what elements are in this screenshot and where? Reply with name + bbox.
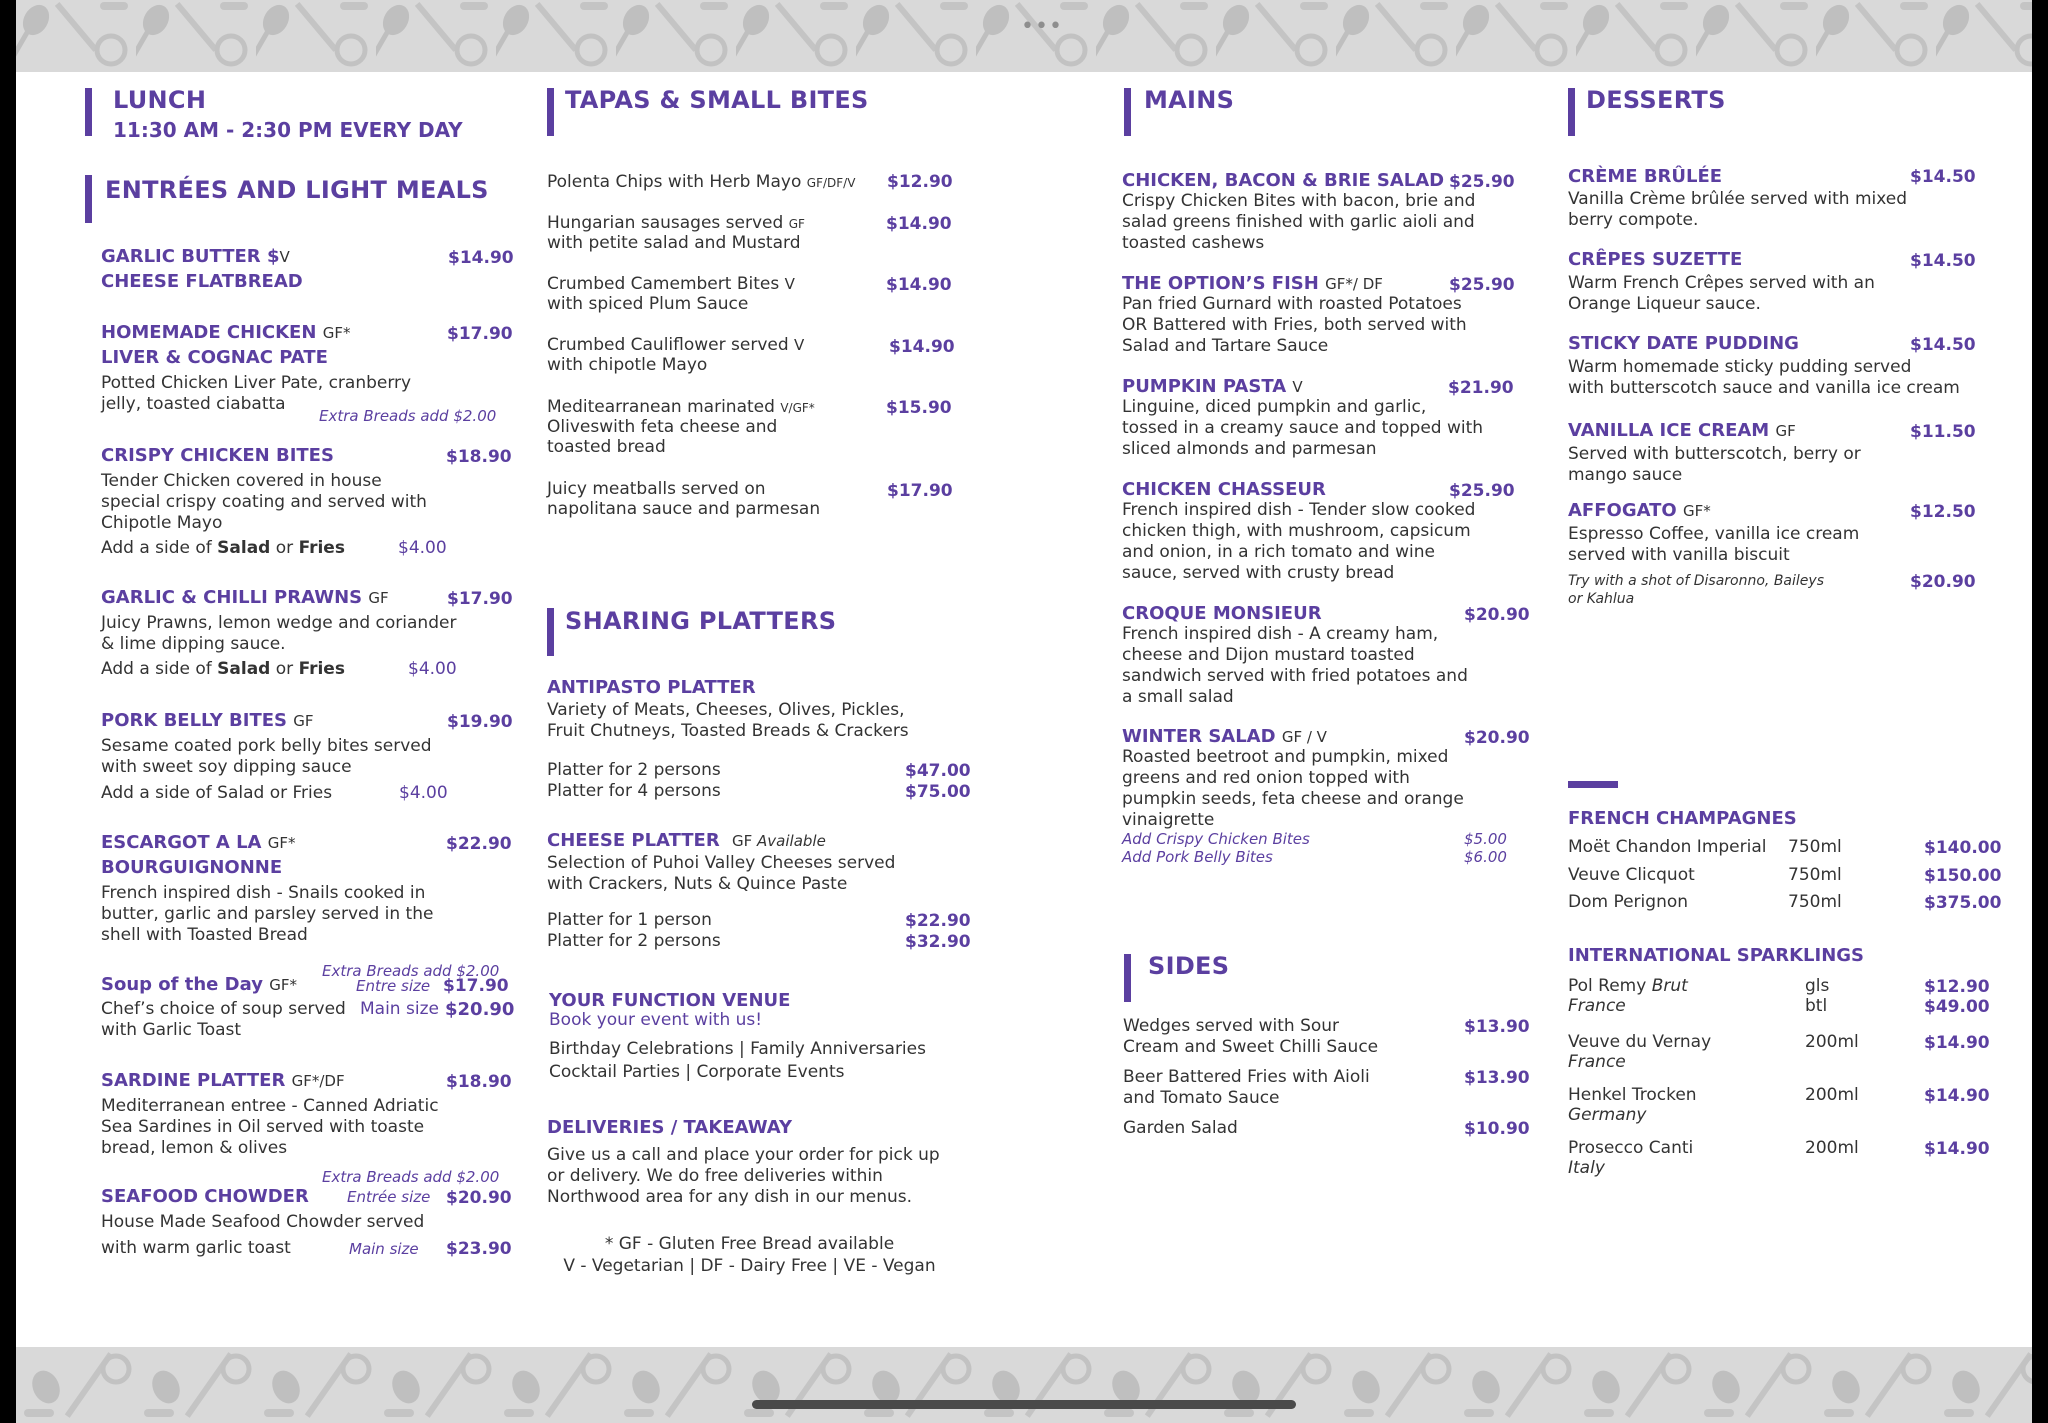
menu-item-name: SARDINE PLATTER GF*/DF xyxy=(101,1070,345,1091)
platter-price: $32.90 xyxy=(905,932,971,952)
menu-item-name: CHICKEN, BACON & BRIE SALAD xyxy=(1122,170,1445,191)
menu-item-desc: French inspired dish - A creamy ham, xyxy=(1122,624,1439,644)
size-label: Main size xyxy=(360,999,439,1019)
tapas-price: $17.90 xyxy=(887,481,953,501)
menu-item-desc: Potted Chicken Liver Pate, cranberry xyxy=(101,373,412,393)
function-title: YOUR FUNCTION VENUE xyxy=(549,990,791,1011)
platter-desc: Fruit Chutneys, Toasted Breads & Crackers xyxy=(547,721,909,741)
add-on-option: Add Pork Belly Bites xyxy=(1122,848,1273,866)
menu-item-price: $20.90 xyxy=(1464,605,1530,625)
tapas-item: Crumbed Camembert Bites V xyxy=(547,274,795,294)
menu-item-price: $25.90 xyxy=(1449,275,1515,295)
menu-item-desc: Roasted beetroot and pumpkin, mixed xyxy=(1122,747,1449,767)
drink-price: $12.90 xyxy=(1924,977,1990,997)
section-bar xyxy=(85,175,92,223)
dessert-name: STICKY DATE PUDDING xyxy=(1568,333,1799,354)
dessert-price: $14.50 xyxy=(1910,251,1976,271)
tapas-item: Oliveswith feta cheese and xyxy=(547,417,778,437)
menu-item-price: $25.90 xyxy=(1449,172,1515,192)
section-bar xyxy=(1124,954,1131,1002)
delivery-line: Northwood area for any dish in our menus. xyxy=(547,1187,913,1207)
tapas-item: napolitana sauce and parmesan xyxy=(547,499,821,519)
tapas-item: with petite salad and Mustard xyxy=(547,233,801,253)
mains-title: MAINS xyxy=(1144,86,1235,114)
side-item: and Tomato Sauce xyxy=(1123,1088,1280,1108)
menu-item-price: $17.90 xyxy=(447,324,513,344)
menu-item-price: $17.90 xyxy=(443,976,509,996)
function-line: Birthday Celebrations | Family Anniversaries xyxy=(549,1039,926,1059)
menu-item-desc: a small salad xyxy=(1122,687,1234,707)
home-indicator[interactable] xyxy=(752,1400,1296,1409)
menu-item-desc: sliced almonds and parmesan xyxy=(1122,439,1377,459)
extra-breads-note: Extra Breads add $2.00 xyxy=(319,407,497,425)
menu-item-desc: Linguine, diced pumpkin and garlic, xyxy=(1122,397,1427,417)
menu-item-desc: with sweet soy dipping sauce xyxy=(101,757,352,777)
menu-item-desc: bread, lemon & olives xyxy=(101,1138,288,1158)
section-bar xyxy=(547,88,554,136)
drink-price: $375.00 xyxy=(1924,893,2002,913)
dessert-desc: Warm homemade sticky pudding served xyxy=(1568,357,1912,377)
menu-item-desc: Sea Sardines in Oil served with toaste xyxy=(101,1117,425,1137)
menu-item-name: LIVER & COGNAC PATE xyxy=(101,347,328,368)
sharing-title: SHARING PLATTERS xyxy=(565,607,837,635)
lunch-hours: 11:30 AM - 2:30 PM EVERY DAY xyxy=(113,118,463,142)
menu-item-price: $17.90 xyxy=(447,589,513,609)
function-line: Cocktail Parties | Corporate Events xyxy=(549,1062,845,1082)
desserts-title: DESSERTS xyxy=(1586,86,1726,114)
menu-item-name: CRISPY CHICKEN BITES xyxy=(101,445,334,466)
drink-price: $14.90 xyxy=(1924,1033,1990,1053)
platter-price: $47.00 xyxy=(905,761,971,781)
side-price: $4.00 xyxy=(399,783,448,803)
menu-item-price: $18.90 xyxy=(446,447,512,467)
sparklings-title: INTERNATIONAL SPARKLINGS xyxy=(1568,945,1865,966)
size-label: Entre size xyxy=(356,977,431,995)
drink-size: btl xyxy=(1805,996,1828,1016)
add-on-price: $5.00 xyxy=(1464,830,1507,848)
menu-item-desc: French inspired dish - Snails cooked in xyxy=(101,883,426,903)
function-link[interactable]: Book your event with us! xyxy=(549,1010,763,1030)
dessert-name: CRÈME BRÛLÉE xyxy=(1568,166,1723,187)
menu-item-name: CHEESE FLATBREAD xyxy=(101,271,303,292)
tapas-item: with chipotle Mayo xyxy=(547,355,708,375)
platter-option: Platter for 1 person xyxy=(547,910,712,930)
extra-breads-note: Extra Breads add $2.00 xyxy=(322,1168,500,1186)
kitchen-utensils-pattern-bottom xyxy=(16,1347,2032,1423)
menu-item-desc: Salad and Tartare Sauce xyxy=(1122,336,1329,356)
drink-origin: France xyxy=(1568,996,1626,1016)
drink-origin: France xyxy=(1568,1052,1626,1072)
menu-item-name: GARLIC BUTTER $V xyxy=(101,246,290,267)
dessert-desc: Warm French Crêpes served with an xyxy=(1568,273,1875,293)
menu-item-price: $20.90 xyxy=(446,1188,512,1208)
side-price: $13.90 xyxy=(1464,1068,1530,1088)
menu-item-desc: shell with Toasted Bread xyxy=(101,925,308,945)
dessert-desc: Served with butterscotch, berry or xyxy=(1568,444,1861,464)
menu-item-price: $22.90 xyxy=(446,834,512,854)
side-item: Garden Salad xyxy=(1123,1118,1238,1138)
menu-item-desc: Sesame coated pork belly bites served xyxy=(101,736,432,756)
drink-name: Prosecco Canti xyxy=(1568,1138,1694,1158)
menu-item-desc: Mediterranean entree - Canned Adriatic xyxy=(101,1096,439,1116)
menu-item-price: $19.90 xyxy=(447,712,513,732)
tapas-item: Crumbed Cauliflower served V xyxy=(547,335,805,355)
delivery-line: Give us a call and place your order for pick up xyxy=(547,1145,940,1165)
menu-item-desc: Chef’s choice of soup served xyxy=(101,999,346,1019)
drink-name: Veuve Clicquot xyxy=(1568,865,1695,885)
menu-item-name: CROQUE MONSIEUR xyxy=(1122,603,1322,624)
menu-item-desc: with Garlic Toast xyxy=(101,1020,242,1040)
dessert-desc: Orange Liqueur sauce. xyxy=(1568,294,1761,314)
menu-item-name: BOURGUIGNONNE xyxy=(101,857,283,878)
dessert-desc: with butterscotch sauce and vanilla ice cream xyxy=(1568,378,1960,398)
menu-item-desc: sauce, served with crusty bread xyxy=(1122,563,1395,583)
tapas-item: Polenta Chips with Herb Mayo GF/DF/V xyxy=(547,172,856,192)
menu-item-desc: greens and red onion topped with xyxy=(1122,768,1410,788)
tapas-item: toasted bread xyxy=(547,437,666,457)
menu-item-name: Soup of the Day GF* xyxy=(101,974,297,995)
drink-name: Dom Perignon xyxy=(1568,892,1689,912)
delivery-line: or delivery. We do free deliveries within xyxy=(547,1166,883,1186)
platter-name: CHEESE PLATTER GF Available xyxy=(547,830,826,851)
platter-price: $75.00 xyxy=(905,782,971,802)
side-price: $4.00 xyxy=(398,538,447,558)
platter-desc: with Crackers, Nuts & Quince Paste xyxy=(547,874,848,894)
side-price: $10.90 xyxy=(1464,1119,1530,1139)
side-option: Add a side of Salad or Fries xyxy=(101,659,345,679)
size-label: Main size xyxy=(349,1240,419,1258)
platter-price: $22.90 xyxy=(905,911,971,931)
drink-size: 200ml xyxy=(1805,1085,1859,1105)
tapas-item: Meditearranean marinated V/GF* xyxy=(547,397,815,417)
menu-item-desc: chicken thigh, with mushroom, capsicum xyxy=(1122,521,1471,541)
side-item: Beer Battered Fries with Aioli xyxy=(1123,1067,1370,1087)
menu-item-name: GARLIC & CHILLI PRAWNS GF xyxy=(101,587,389,608)
menu-page xyxy=(16,0,2032,1423)
menu-item-price: $21.90 xyxy=(1448,378,1514,398)
section-bar xyxy=(1124,88,1131,136)
menu-item-name: ESCARGOT A LA GF* xyxy=(101,832,296,853)
tapas-item: Juicy meatballs served on xyxy=(547,479,766,499)
section-divider xyxy=(1568,781,1618,788)
delivery-title: DELIVERIES / TAKEAWAY xyxy=(547,1117,793,1138)
menu-item-name: WINTER SALAD GF / V xyxy=(1122,726,1327,747)
menu-item-price: $20.90 xyxy=(445,999,515,1020)
kitchen-utensils-pattern xyxy=(16,1347,2032,1423)
side-option: Add a side of Salad or Fries xyxy=(101,783,333,803)
drink-name: Moët Chandon Imperial xyxy=(1568,837,1767,857)
platter-option: Platter for 2 persons xyxy=(547,760,721,780)
drink-name: Veuve du Vernay xyxy=(1568,1032,1712,1052)
dessert-name: CRÊPES SUZETTE xyxy=(1568,249,1743,270)
menu-item-desc: with warm garlic toast xyxy=(101,1238,291,1258)
dessert-price: $12.50 xyxy=(1910,502,1976,522)
more-dots-icon[interactable]: ••• xyxy=(1021,14,1063,39)
platter-desc: Variety of Meats, Cheeses, Olives, Pickles, xyxy=(547,700,905,720)
menu-item-desc: Juicy Prawns, lemon wedge and coriander xyxy=(101,613,457,633)
tapas-item: Hungarian sausages served GF xyxy=(547,213,805,233)
menu-item-desc: House Made Seafood Chowder served xyxy=(101,1212,425,1232)
tapas-price: $12.90 xyxy=(887,172,953,192)
menu-item-desc: Pan fried Gurnard with roasted Potatoes xyxy=(1122,294,1462,314)
side-item: Cream and Sweet Chilli Sauce xyxy=(1123,1037,1379,1057)
drink-size: 750ml xyxy=(1788,837,1842,857)
lunch-title: LUNCH xyxy=(113,86,207,114)
platter-desc: Selection of Puhoi Valley Cheeses served xyxy=(547,853,896,873)
menu-item-name: CHICKEN CHASSEUR xyxy=(1122,479,1326,500)
try-with-note: Try with a shot of Disaronno, Baileys xyxy=(1568,573,1824,589)
side-price: $13.90 xyxy=(1464,1017,1530,1037)
side-item: Wedges served with Sour xyxy=(1123,1016,1340,1036)
menu-item-price: $23.90 xyxy=(446,1239,512,1259)
dessert-desc: mango sauce xyxy=(1568,465,1683,485)
drink-size: gls xyxy=(1805,976,1830,996)
dessert-name: AFFOGATO GF* xyxy=(1568,500,1711,521)
drink-size: 750ml xyxy=(1788,892,1842,912)
entrees-title: ENTRÉES AND LIGHT MEALS xyxy=(105,176,489,204)
tapas-price: $14.90 xyxy=(889,337,955,357)
menu-item-name: PUMPKIN PASTA V xyxy=(1122,376,1303,397)
menu-item-price: $25.90 xyxy=(1449,481,1515,501)
menu-item-desc: pumpkin seeds, feta cheese and orange xyxy=(1122,789,1464,809)
drink-price: $14.90 xyxy=(1924,1139,1990,1159)
section-bar xyxy=(1568,88,1575,136)
drink-size: 750ml xyxy=(1788,865,1842,885)
menu-item-desc: sandwich served with fried potatoes and xyxy=(1122,666,1468,686)
menu-item-desc: cheese and Dijon mustard toasted xyxy=(1122,645,1415,665)
menu-item-desc: OR Battered with Fries, both served with xyxy=(1122,315,1467,335)
menu-item-desc: and onion, in a rich tomato and wine xyxy=(1122,542,1435,562)
menu-item-desc: jelly, toasted ciabatta xyxy=(101,394,286,414)
platter-option: Platter for 2 persons xyxy=(547,931,721,951)
platter-name: ANTIPASTO PLATTER xyxy=(547,677,756,698)
dessert-price: $14.50 xyxy=(1910,167,1976,187)
menu-item-desc: Crispy Chicken Bites with bacon, brie and xyxy=(1122,191,1476,211)
menu-item-desc: tossed in a creamy sauce and topped with xyxy=(1122,418,1484,438)
menu-item-name: PORK BELLY BITES GF xyxy=(101,710,314,731)
size-label: Entrée size xyxy=(347,1188,431,1206)
dessert-desc: berry compote. xyxy=(1568,210,1699,230)
drink-origin: Italy xyxy=(1568,1158,1605,1178)
dessert-name: VANILLA ICE CREAM GF xyxy=(1568,420,1796,441)
menu-item-desc: special crispy coating and served with xyxy=(101,492,427,512)
side-price: $4.00 xyxy=(408,659,457,679)
menu-item-name: HOMEMADE CHICKEN GF* xyxy=(101,322,351,343)
menu-item-desc: Tender Chicken covered in house xyxy=(101,471,382,491)
drink-price: $150.00 xyxy=(1924,866,2002,886)
tapas-price: $14.90 xyxy=(886,275,952,295)
drink-price: $140.00 xyxy=(1924,838,2002,858)
legend-line: V - Vegetarian | DF - Dairy Free | VE - Vegan xyxy=(563,1256,936,1276)
menu-item-name: SEAFOOD CHOWDER xyxy=(101,1186,309,1207)
menu-item-desc: & lime dipping sauce. xyxy=(101,634,286,654)
extra-breads-note: Extra Breads add $2.00 xyxy=(322,962,500,980)
section-bar xyxy=(85,88,92,136)
platter-option: Platter for 4 persons xyxy=(547,781,721,801)
drink-name: Henkel Trocken xyxy=(1568,1085,1697,1105)
drink-size: 200ml xyxy=(1805,1032,1859,1052)
dessert-desc: served with vanilla biscuit xyxy=(1568,545,1790,565)
menu-item-desc: French inspired dish - Tender slow cooked xyxy=(1122,500,1476,520)
tapas-price: $15.90 xyxy=(886,398,952,418)
dessert-desc: Vanilla Crème brûlée served with mixed xyxy=(1568,189,1908,209)
menu-item-desc: toasted cashews xyxy=(1122,233,1265,253)
tapas-item: with spiced Plum Sauce xyxy=(547,294,749,314)
add-on-price: $6.00 xyxy=(1464,848,1507,866)
menu-item-desc: Chipotle Mayo xyxy=(101,513,223,533)
drink-price: $14.90 xyxy=(1924,1086,1990,1106)
dessert-price: $14.50 xyxy=(1910,335,1976,355)
dessert-desc: Espresso Coffee, vanilla ice cream xyxy=(1568,524,1860,544)
add-on-option: Add Crispy Chicken Bites xyxy=(1122,830,1310,848)
try-with-note: or Kahlua xyxy=(1568,591,1635,607)
menu-item-desc: salad greens finished with garlic aioli and xyxy=(1122,212,1475,232)
section-bar xyxy=(547,608,554,656)
menu-item-price: $18.90 xyxy=(446,1072,512,1092)
dessert-price: $11.50 xyxy=(1910,422,1976,442)
drink-name: Pol Remy Brut xyxy=(1568,976,1688,996)
dessert-price: $20.90 xyxy=(1910,572,1976,592)
menu-item-name: THE OPTION’S FISH GF*/ DF xyxy=(1122,273,1383,294)
champagnes-title: FRENCH CHAMPAGNES xyxy=(1568,808,1797,829)
tapas-price: $14.90 xyxy=(886,214,952,234)
menu-item-desc: vinaigrette xyxy=(1122,810,1215,830)
legend-line: * GF - Gluten Free Bread available xyxy=(604,1234,895,1254)
drink-size: 200ml xyxy=(1805,1138,1859,1158)
menu-item-price: $14.90 xyxy=(448,248,514,268)
side-option: Add a side of Salad or Fries xyxy=(101,538,345,558)
menu-item-desc: butter, garlic and parsley served in the xyxy=(101,904,434,924)
drink-price: $49.00 xyxy=(1924,997,1990,1017)
sides-title: SIDES xyxy=(1148,952,1230,980)
tapas-title: TAPAS & SMALL BITES xyxy=(565,86,869,114)
menu-item-price: $20.90 xyxy=(1464,728,1530,748)
drink-origin: Germany xyxy=(1568,1105,1647,1125)
